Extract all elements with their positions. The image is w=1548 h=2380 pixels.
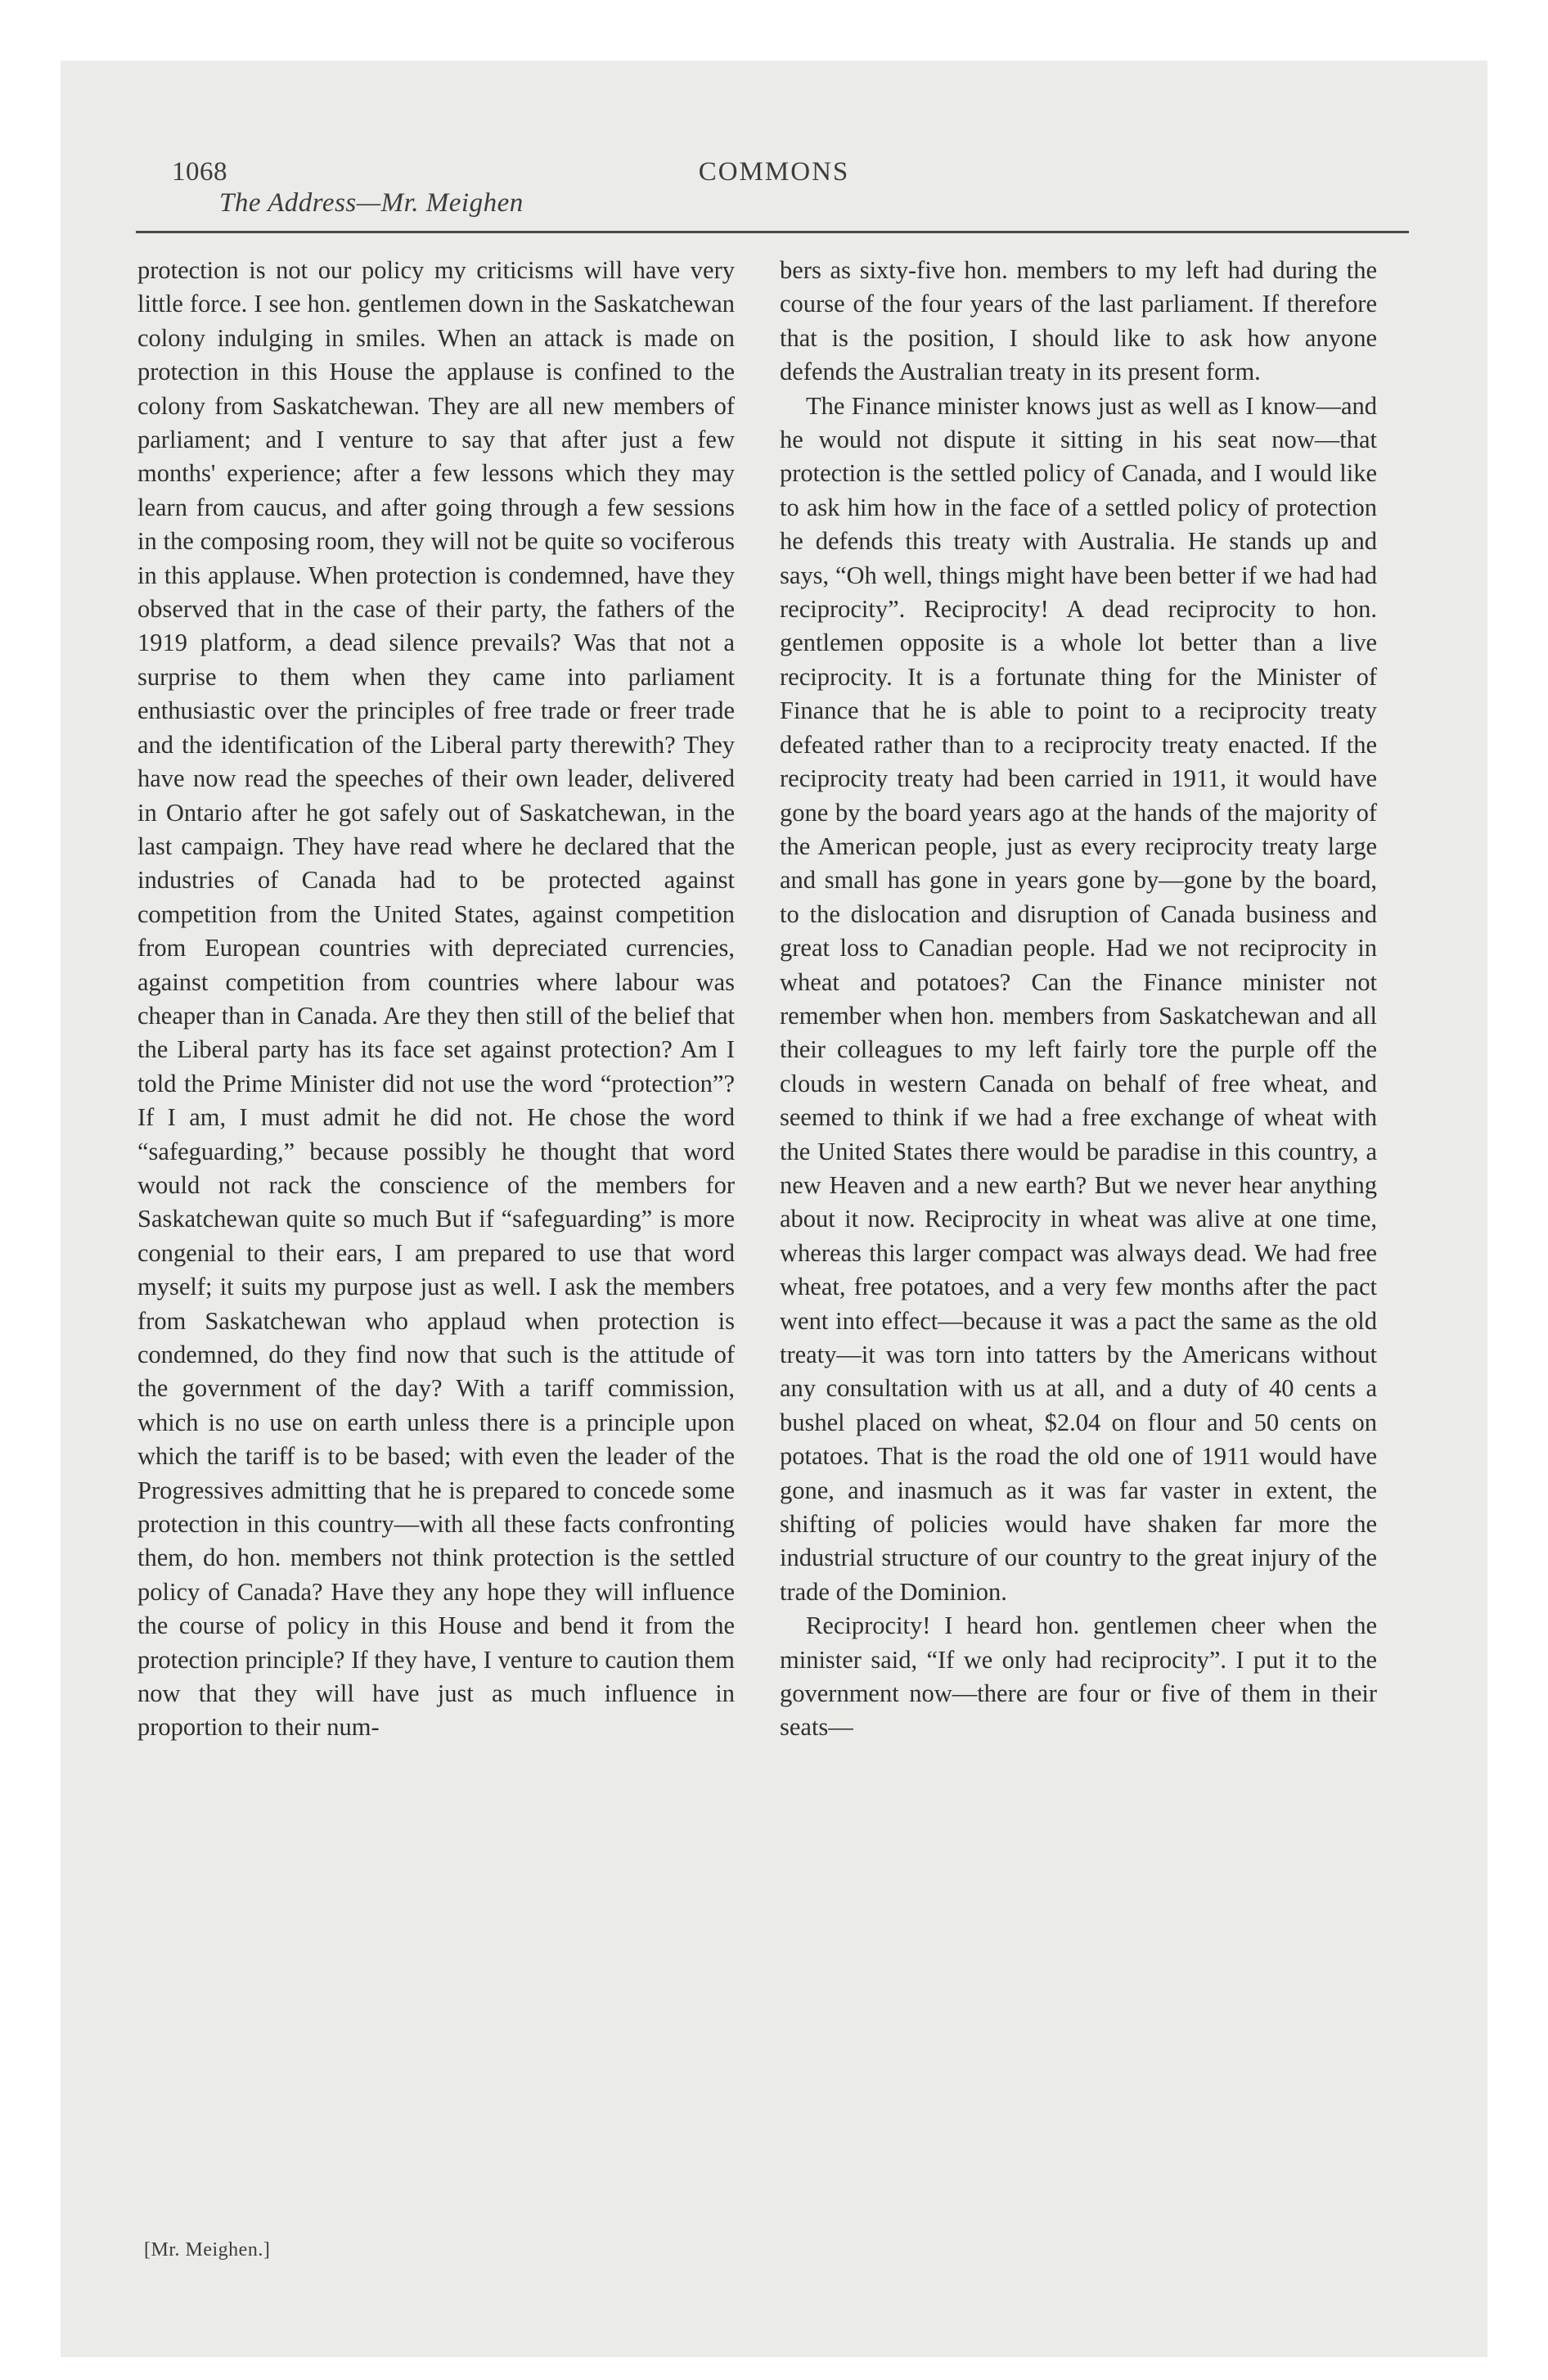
right-paragraph: Reciprocity! I heard hon. gentlemen cheer when the minister said, “If we only had reciprocity”. I put it to the government now—there are four or five of them in their seats— [780,1611,1377,1742]
speaker-footnote: [Mr. Meighen.] [144,2239,271,2261]
page-header [61,61,1487,241]
left-paragraph: protection is not our policy my criticisms will have very little force. I see hon. gentlemen down in the Saskatchewan colony indulging in smiles. When an attack is made on protection in this House the applause is confined to the colony from Saskatchewan. They are all new members of parliament; and I venture to say that after just a few months' experience; after a few lessons which they may learn from caucus, and after going through a few sessions in the composing room, they will not be quite so vociferous in this applause. When protection is condemned, have they observed that in the case of their party, the fathers of the 1919 platform, a dead silence prevails? Was that not a surprise to them when they came into parliament enthusiastic over the principles of free trade or freer trade and the identification of the Liberal party therewith? They have now read the speeches of their own leader, delivered in Ontario after he got safely out of Saskatchewan, in the last campaign. They have read where he declared that the industries of Canada had to be protected against competition from the United States, against competition from European countries with depreciated currencies, against competition from countries where labour was cheaper than in Canada. Are they then still of the belief that the Liberal party has its face set against protection? Am I told the Prime Minister did not use the word “protection”? If I am, I must admit he did not. He chose the word “safeguarding,” because possibly he thought that word would not rack the conscience of the members for Saskatchewan quite so much But if “safeguarding” is more congenial to their ears, I am prepared to use that word myself; it suits my purpose just as well. I ask the members from Saskatchewan who applaud when protection is condemned, do they find now that such is the attitude of the government of the day? With a tariff commission, which is no use on earth unless there is a principle upon which the tariff is to be based; with even the leader of the Progressives admitting that he is prepared to concede some protection in this country—with all these facts confronting them, do hon. members not think protection is the settled policy of Canada? Have they any hope they will influence the course of policy in this House and bend it from the protection principle? If they have, I venture to caution them now that they will have just as much influence in proportion to their num- [137,256,735,1742]
right-paragraph: The Finance minister knows just as well as I know—and he would not dispute it sitting in his seat now—that protection is the settled policy of Canada, and I would like to ask him how in the face of a settled policy of protection he defends this treaty with Australia. He stands up and says, “Oh well, things might have been better if we had had reciprocity”. Reciprocity! A dead reciprocity to hon. gentlemen opposite is a whole lot better than a live reciprocity. It is a fortunate thing for the Minister of Finance that he is able to point to a reciprocity treaty defeated rather than to a reciprocity treaty enacted. If the reciprocity treaty had been carried in 1911, it would have gone by the board years ago at the hands of the majority of the American people, just as every reciprocity treaty large and small has gone in years gone by—gone by the board, to the dislocation and disruption of Canada business and great loss to Canadian people. Had we not reciprocity in wheat and potatoes? Can the Finance minister not remember when hon. members from Saskatchewan and all their colleagues to my left fairly tore the purple off the clouds in western Canada on behalf of free wheat, and seemed to think if we had a free exchange of wheat with the United States there would be paradise in this country, a new Heaven and a new earth? But we never hear anything about it now. Reciprocity in wheat was alive at one time, whereas this larger compact was always dead. We had free wheat, free potatoes, and a very few months after the pact went into effect—because it was a pact the same as the old treaty—it was torn into tatters by the Americans without any consultation with us at all, and a duty of 40 cents a bushel placed on wheat, $2.04 on flour and 50 cents on potatoes. That is the road the old one of 1911 would have gone, and inasmuch as it was far vaster in extent, the shifting of policies would have shaken far more the industrial structure of our country to the great injury of the trade of the Dominion. [780,391,1377,1606]
running-title: COMMONS [698,157,850,187]
scanned-page [61,61,1487,2357]
header-rule [136,231,1409,233]
right-paragraph: bers as sixty-five hon. members to my left had during the course of the four years of the last parliament. If therefore that is the position, I should like to ask how anyone defends the Australian treaty in its present form. [780,256,1377,386]
page-number: 1068 [172,157,227,187]
right-column [780,254,1377,1745]
left-column [137,254,735,1745]
running-subtitle: The Address—Mr. Meighen [219,188,524,218]
